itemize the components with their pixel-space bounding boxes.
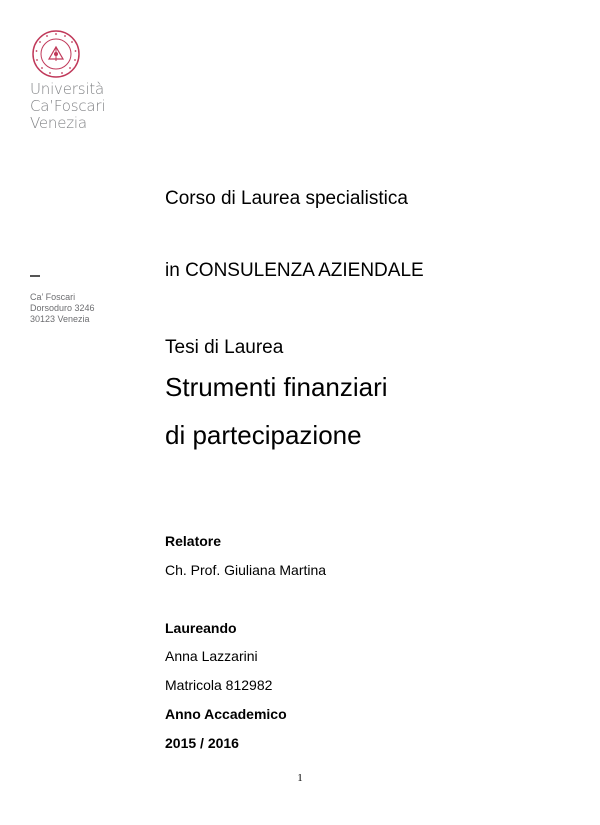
- supervisor-label: Relatore: [165, 533, 222, 549]
- address-line: Dorsoduro 3246: [30, 303, 95, 313]
- thesis-label: Tesi di Laurea: [165, 337, 284, 358]
- thesis-title-line-1: Strumenti finanziari: [165, 372, 388, 402]
- university-name-line: Università: [30, 80, 104, 98]
- candidate-matricola: Matricola 812982: [165, 677, 273, 693]
- university-name: [30, 81, 105, 132]
- supervisor-name: Ch. Prof. Giuliana Martina: [165, 562, 327, 578]
- course-name: Corso di Laurea specialistica: [165, 188, 408, 209]
- university-name-line: Venezia: [30, 114, 87, 132]
- candidate-label: Laureando: [165, 620, 237, 636]
- divider-dash: [30, 275, 40, 277]
- page-number: 1: [297, 772, 303, 784]
- thesis-title-line-2: di partecipazione: [165, 420, 362, 450]
- academic-year-value: 2015 / 2016: [165, 735, 239, 751]
- address-line: Ca’ Foscari: [30, 292, 76, 302]
- university-name-line: Ca’Foscari: [30, 97, 106, 115]
- university-seal-logo: [31, 29, 81, 79]
- address-line: 30123 Venezia: [30, 314, 90, 324]
- university-address: [30, 292, 95, 325]
- candidate-name: Anna Lazzarini: [165, 648, 258, 664]
- academic-year-label: Anno Accademico: [165, 706, 287, 722]
- specialization: in CONSULENZA AZIENDALE: [165, 260, 424, 281]
